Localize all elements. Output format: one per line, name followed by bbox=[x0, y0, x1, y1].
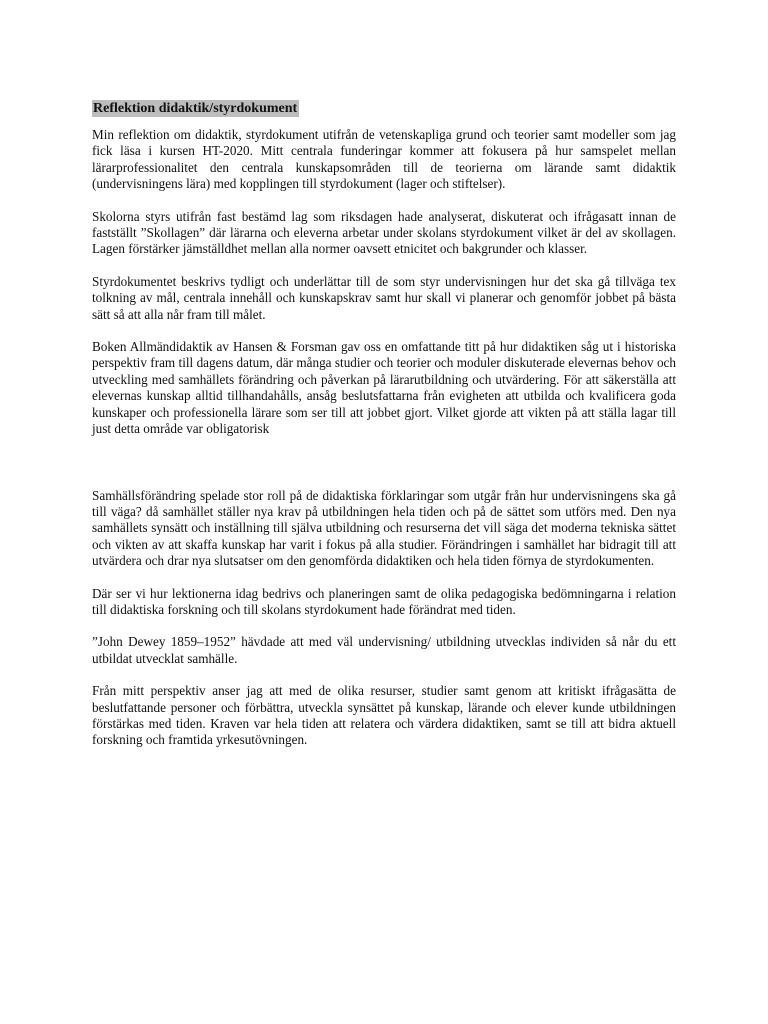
blank-space bbox=[92, 454, 676, 488]
paragraph-7: ”John Dewey 1859–1952” hävdade att med väl undervisning/ utbildning utvecklas individen så når du ett utbildat utvecklat samhälle. bbox=[92, 634, 676, 666]
paragraph-2: Skolorna styrs utifrån fast bestämd lag som riksdagen hade analyserat, diskuterat och ifrågasatt innan de fastställt ”Skollagen” där lärarna och eleverna arbetar under skolans styrdokument vilket är del av skollagen. Lagen förstärker jämställdhet mellan alla normer oavsett etnicitet och bakgrunder och klasser. bbox=[92, 208, 676, 257]
paragraph-8: Från mitt perspektiv anser jag att med de olika resurser, studier samt genom att kritiskt ifrågasätta de beslutfattande personer och förbättra, utveckla synsättet på kunskap, lärande och elever kunde utbildningen förstärkas med tiden. Kraven var hela tiden att relatera och värdera didaktiken, samt se till att bidra aktuell forskning och framtida yrkesutövningen. bbox=[92, 683, 676, 748]
paragraph-3: Styrdokumentet beskrivs tydligt och underlättar till de som styr undervisningen hur det ska gå tillväga tex tolkning av mål, centrala innehåll och kunskapskrav samt hur skall vi planerar och genomför jobbet på bästa sätt så att alla når fram till målet. bbox=[92, 273, 676, 322]
paragraph-6: Där ser vi hur lektionerna idag bedrivs och planeringen samt de olika pedagogiska bedömningarna i relation till didaktiska forskning och till skolans styrdokument hade förändrat med tiden. bbox=[92, 585, 676, 617]
document-title: Reflektion didaktik/styrdokument bbox=[93, 101, 298, 116]
document-body bbox=[92, 100, 676, 765]
paragraph-5: Samhällsförändring spelade stor roll på de didaktiska förklaringar som utgår från hur undervisningens ska gå till väga? då samhället ställer nya krav på utbildningen hela tiden och på de sättet som utförs med. Den nya samhällets synsätt och inställning till själva utbildning och resurserna det vill säga det moderna tekniska sättet och vikten av att skaffa kunskap har varit i fokus på alla studier. Förändringen i samhället har bidragit till att utvärdera och drar nya slutsatser om den genomförda didaktiken och hela tiden förnya de styrdokumenten. bbox=[92, 487, 676, 569]
paragraph-4: Boken Allmändidaktik av Hansen & Forsman gav oss en omfattande titt på hur didaktiken såg ut i historiska perspektiv fram till dagens datum, där många studier och teorier och moduler diskuterade elevernas behov och utveckling med samhällets förändring och påverkan på lärarutbildning och utvärdering. För att säkerställa att elevernas kunskap alltid tillhandahålls, ansåg beslutsfattarna från evigheten att utbilda och kvalificera goda kunskaper och professionella lärare som ser till att jobbet gjort. Vilket gjorde att vikten på att ställa lagar till just detta område var obligatorisk bbox=[92, 339, 676, 437]
paragraph-1: Min reflektion om didaktik, styrdokument utifrån de vetenskapliga grund och teorier samt modeller som jag fick läsa i kursen HT-2020. Mitt centrala funderingar kommer att fokusera på hur samspelet mellan lärarprofessionalitet den centrala kunskapsområden till de teorierna om lärande samt didaktik (undervisningens lära) med kopplingen till styrdokument (lager och stiftelser). bbox=[92, 127, 676, 192]
